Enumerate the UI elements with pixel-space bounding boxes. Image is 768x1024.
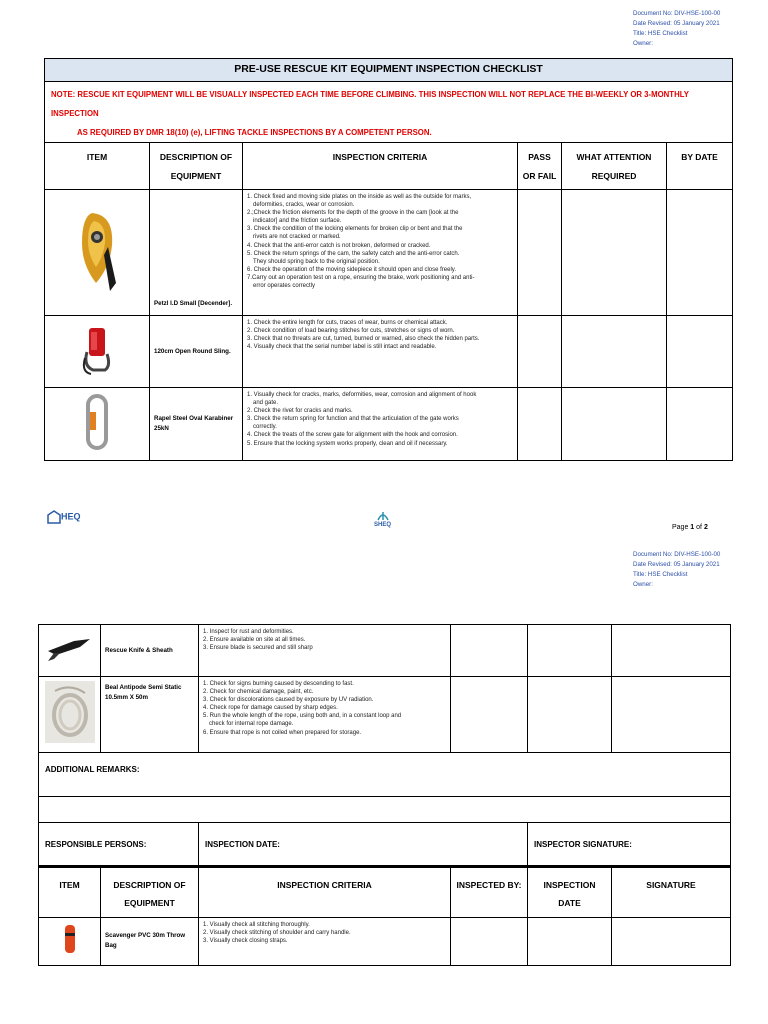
table-row: [45, 388, 733, 461]
page-number: Page 1 of 2: [672, 524, 708, 531]
pass-fail-cell[interactable]: [518, 316, 562, 388]
cell[interactable]: [612, 625, 731, 677]
checklist-table-1: [44, 58, 733, 461]
inspection-criteria: 1. Check the entire length for cuts, traces of wear, burns or chemical attack. 2. Check condition of load bearing stitches for cuts, stretches or signs of worn. 3. Check that no threats are cut, turned, burned or warned, also check the hidden parts. 4. Visually check that the serial number label is still intact and readable.: [243, 316, 518, 388]
doc-owner: Owner:: [633, 581, 653, 588]
header-criteria: INSPECTION CRITERIA: [199, 867, 451, 917]
by-date-cell[interactable]: [667, 316, 733, 388]
heq-logo: HEQ: [47, 510, 81, 524]
throw-bag-image: [39, 917, 101, 965]
inspection-date-label: INSPECTION DATE:: [199, 823, 528, 866]
header-pass-fail: PASS OR FAIL: [518, 143, 562, 190]
note-line-2: AS REQUIRED BY DMR 18(10) (e), LIFTING TACKLE INSPECTIONS BY A COMPETENT PERSON.: [77, 128, 432, 137]
karabiner-image: [45, 388, 150, 461]
attention-cell[interactable]: [562, 388, 667, 461]
document-meta: [633, 550, 720, 590]
table-row: [45, 316, 733, 388]
cell[interactable]: [528, 677, 612, 753]
table-row: [39, 677, 731, 753]
attention-cell[interactable]: [562, 190, 667, 316]
doc-owner: Owner:: [633, 40, 653, 47]
table-row: [45, 190, 733, 316]
doc-number: Document No: DIV-HSE-100-00: [633, 10, 721, 17]
inspection-criteria: 1. Visually check for cracks, marks, deformities, wear, corrosion and alignment of hook and gate. 2. Check the rivet for cracks and marks. 3. Check the return spring for function and that the articulation of the gate works correctly. 4. Check the treats of the screw gate for alignment with the hook and corrosion. 5. Ensure that the locking system works properly, clean and oil if necessary.: [243, 388, 518, 461]
inspected-by-cell[interactable]: [451, 917, 528, 965]
cell[interactable]: [528, 625, 612, 677]
sling-image: [45, 316, 150, 388]
header-item: ITEM: [45, 143, 150, 190]
additional-remarks-label: ADDITIONAL REMARKS:: [39, 753, 731, 797]
responsible-persons-label: RESPONSIBLE PERSONS:: [39, 823, 199, 866]
by-date-cell[interactable]: [667, 190, 733, 316]
inspection-criteria: 1. Check fixed and moving side plates on the inside as well as the outside for marks, deformities, cracks, wear or corrosion. 2.;Check the friction elements for the depth of the groove in the cam [look at the indicator] and the friction surface. 3. Check the condition of the locking elements for broken clip or bent and that the rivets are not cracked or marked. 4. Check that the anti-error catch is not broken, deformed or cracked. 5. Check the return springs of the cam, the safety catch and the anti-error catch. They should spring back to the original position. 6. Check the operation of the moving sidepiece it should open and close freely. 7.Carry out an operation test on a rope, ensuring the brake, work positioning and anti- error operates correctly: [243, 190, 518, 316]
checklist-title: PRE-USE RESCUE KIT EQUIPMENT INSPECTION CHECKLIST: [45, 59, 733, 82]
inspector-signature-label: INSPECTOR SIGNATURE:: [528, 823, 731, 866]
descender-image: [45, 190, 150, 316]
header-description: DESCRIPTION OF EQUIPMENT: [101, 867, 199, 917]
inspection-date-cell[interactable]: [528, 917, 612, 965]
sheq-logo: SHEQ: [374, 510, 391, 528]
header-item: ITEM: [39, 867, 101, 917]
table-row: [39, 625, 731, 677]
knife-image: [39, 625, 101, 677]
by-date-cell[interactable]: [667, 388, 733, 461]
inspection-criteria: 1. Check for signs burning caused by descending to fast. 2. Check for chemical damage, paint, etc. 3. Check for discolorations caused by exposure by UV radiation. 4. Check rope for damage caused by sharp edges. 5. Run the whole length of the rope, using both and, in a constant loop and check for internal rope damage. 6. Ensure that rope is not coiled when prepared for storage.: [199, 677, 451, 753]
doc-title: Title: HSE Checklist: [633, 30, 688, 37]
header-attention: WHAT ATTENTION REQUIRED: [562, 143, 667, 190]
doc-number: Document No: DIV-HSE-100-00: [633, 551, 721, 558]
header-inspected-by: INSPECTED BY:: [451, 867, 528, 917]
note-text: [45, 82, 733, 143]
item-description: Beal Antipode Semi Static 10.5mm X 50m: [101, 677, 199, 753]
checklist-table-2: [38, 624, 731, 866]
pass-fail-cell[interactable]: [518, 190, 562, 316]
rope-image: [39, 677, 101, 753]
item-description: Petzl I.D Small [Decender].: [150, 190, 243, 316]
document-meta: [633, 9, 720, 49]
inspection-criteria: 1. Visually check all stitching thoroughly. 2. Visually check stitching of shoulder and carry handle. 3. Visually check closing straps.: [199, 917, 451, 965]
remarks-field[interactable]: [39, 797, 731, 823]
signature-cell[interactable]: [612, 917, 731, 965]
inspection-criteria: 1. Inspect for rust and deformities. 2. Ensure available on site at all times. 3. Ensure blade is secured and still sharp: [199, 625, 451, 677]
pass-fail-cell[interactable]: [518, 388, 562, 461]
item-description: Scavenger PVC 30m Throw Bag: [101, 917, 199, 965]
header-criteria: INSPECTION CRITERIA: [243, 143, 518, 190]
date-revised: Date Revised: 05 January 2021: [633, 20, 720, 27]
header-signature: SIGNATURE: [612, 867, 731, 917]
date-revised: Date Revised: 05 January 2021: [633, 561, 720, 568]
header-description: DESCRIPTION OF EQUIPMENT: [150, 143, 243, 190]
cell[interactable]: [612, 677, 731, 753]
doc-title: Title: HSE Checklist: [633, 571, 688, 578]
item-description: Rescue Knife & Sheath: [101, 625, 199, 677]
note-line-1: NOTE: RESCUE KIT EQUIPMENT WILL BE VISUALLY INSPECTED EACH TIME BEFORE CLIMBING. THIS INSPECTION WILL NOT REPLACE THE BI-WEEKLY OR 3-MONTHLY INSPECTION: [51, 90, 689, 118]
table-row: [39, 917, 731, 965]
cell[interactable]: [451, 625, 528, 677]
item-description: Rapel Steel Oval Karabiner 25kN: [150, 388, 243, 461]
attention-cell[interactable]: [562, 316, 667, 388]
header-by-date: BY DATE: [667, 143, 733, 190]
header-inspection-date: INSPECTION DATE: [528, 867, 612, 917]
item-description: 120cm Open Round Sling.: [150, 316, 243, 388]
cell[interactable]: [451, 677, 528, 753]
checklist-table-3: [38, 866, 731, 966]
